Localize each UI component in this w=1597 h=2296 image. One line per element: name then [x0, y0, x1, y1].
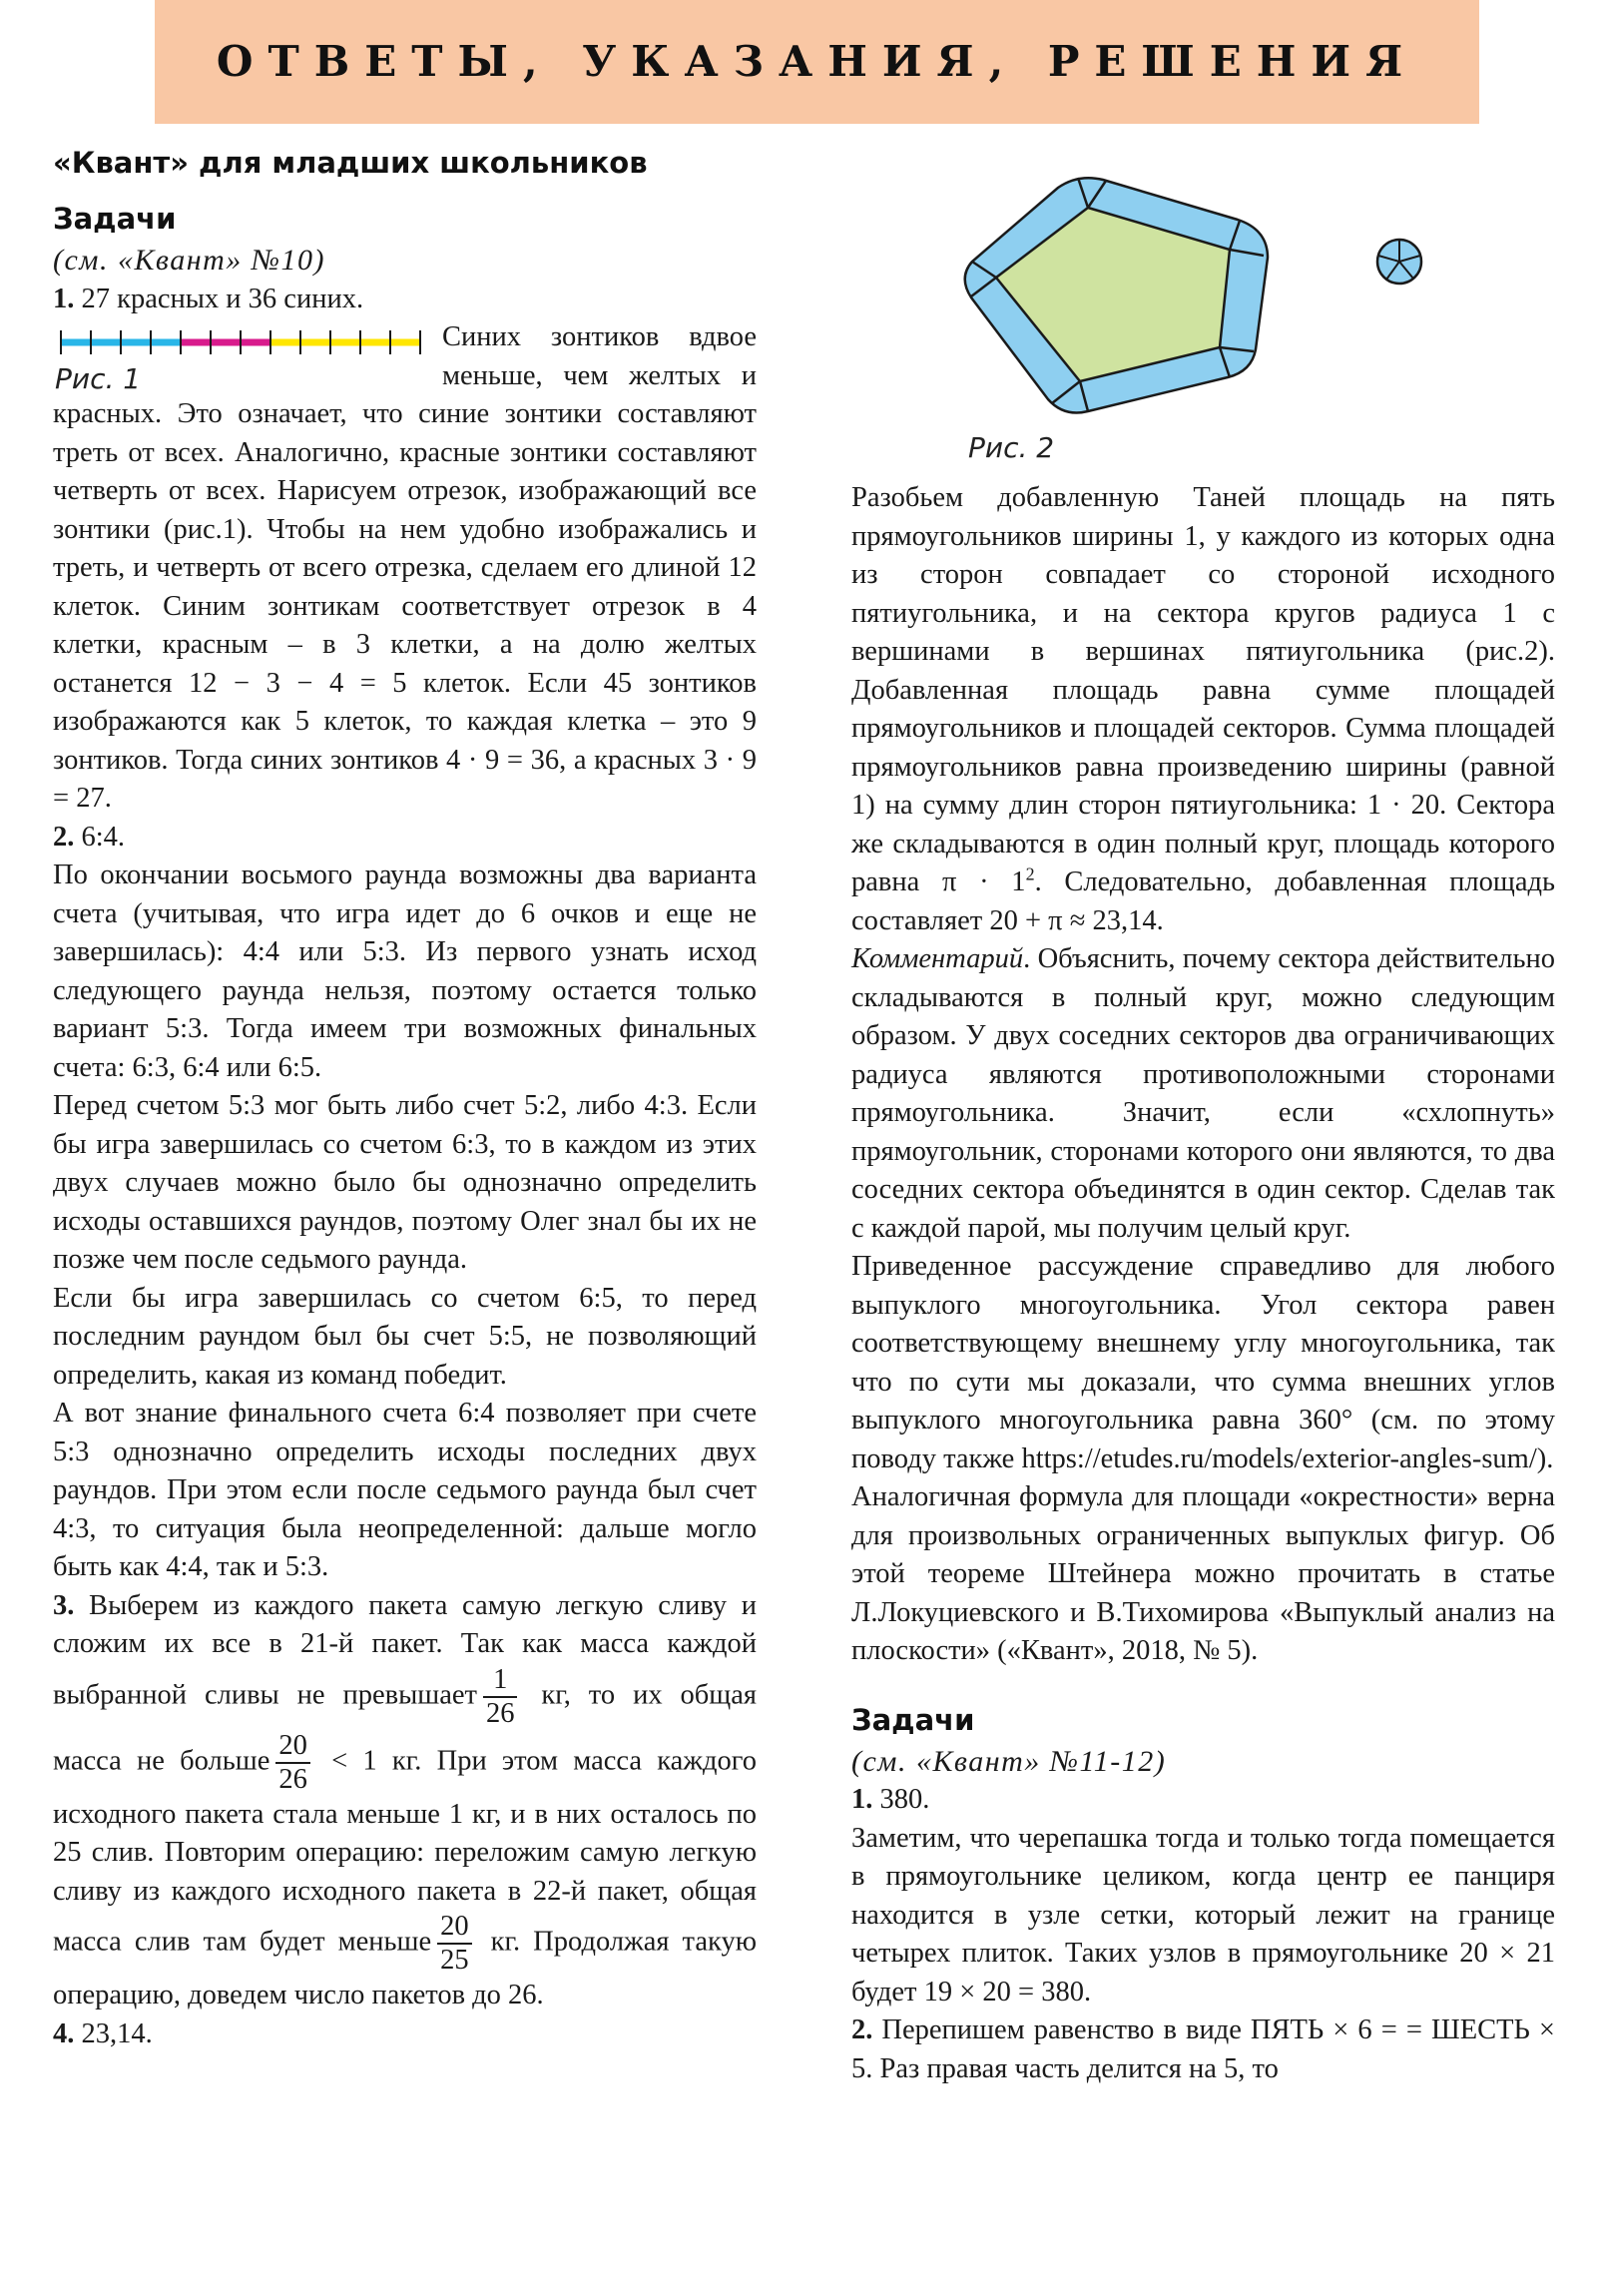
answer-1-solution	[53, 318, 757, 819]
answer-3-text-1: Выберем из каждого пакета самую легкую сливу и сложим их все в 21-й пакет. Так как масса каждой выбранной сливы не превышает	[53, 1589, 757, 1711]
answer-2-para-2: Перед счетом 5:3 мог быть либо счет 5:2, либо 4:3. Если бы игра завершилась со счетом 6:3, то в каждом из этих двух случаев можно было бы однозначно определить исходы оставшихся раундов, поэтому Олег знал бы их не позже чем после седьмого раунда.	[53, 1090, 757, 1275]
answer-number: 2.	[53, 821, 75, 853]
right-column	[851, 479, 1555, 2088]
figure-1	[53, 322, 432, 395]
answer-1-heading	[53, 281, 757, 319]
tasks-title: Задачи	[53, 202, 177, 236]
answer-3-text-4: кг. Продолжая такую операцию, доведем число пакетов до 26.	[53, 1926, 757, 2010]
segment-diagram	[53, 322, 432, 362]
fraction-1-26	[483, 1664, 518, 1730]
tasks-reference: (см. «Квант» №10)	[53, 244, 326, 277]
fraction-denominator: 25	[440, 1945, 469, 1976]
solution-4-para-3: Аналогичная формула для площади «окрестности» верна для произвольных ограниченных выпуклых фигур. Об этой теореме Штейнера можно прочитать в статье Л.Локуциевского и В.Тихомирова «Выпуклый анализ на плоскости» («Квант», 2018, № 5).	[851, 1481, 1555, 1666]
comment-para	[851, 940, 1555, 1248]
tasks-reference-2: (см. «Квант» №11-12)	[851, 1744, 1167, 1778]
figure-2	[938, 150, 1457, 479]
fraction-denominator: 26	[278, 1763, 307, 1795]
fraction-numerator: 20	[275, 1730, 310, 1764]
solution-4-para-2: Приведенное рассуждение справедливо для любого выпуклого многоугольника. Угол сектора равен соответствующему внешнему углу многоугольника, так что по сути мы доказали, что сумма внешних углов выпуклого многоугольника равна 360° (см. по этому поводу также https://etudes.ru/models/exterior-angles-sum/).	[851, 1251, 1555, 1474]
tasks-title-2: Задачи	[851, 1702, 975, 1737]
solution-4-para-1	[851, 479, 1555, 940]
answer-text: 27 красных и 36 синих.	[74, 283, 364, 314]
answer-b2-text: Перепишем равенство в виде ПЯТЬ × 6 = = ШЕСТЬ × 5. Раз правая часть делится на 5, то	[851, 2014, 1555, 2084]
answer-number: 1.	[851, 1784, 873, 1815]
answer-b2	[851, 2011, 1555, 2088]
answer-text: 380.	[872, 1784, 930, 1815]
figure-2-label: Рис. 2	[968, 431, 1055, 464]
answer-number: 3.	[53, 1589, 75, 1621]
answer-text: 6:4.	[74, 821, 126, 853]
answer-2-para-1: По окончании восьмого раунда возможны два варианта счета (учитывая, что игра идет до 6 очков и еще не завершилась): 4:4 или 5:3. Из первого узнать исход следующего раунда нельзя, поэтому остается только вариант 5:3. Тогда имеем три возможных финальных счета: 6:3, 6:4 или 6:5.	[53, 860, 757, 1083]
answer-b1-text: Заметим, что черепашка тогда и только тогда помещается в прямоугольнике целиком, когда центр ее панциря находится в узле сетки, который лежит на границе четырех плиток. Таких узлов в прямоугольнике 20 × 21 будет 19 × 20 = 380.	[851, 1822, 1555, 2008]
comment-text: . Объяснить, почему сектора действительно складываются в полный круг, можно следующим образом. У двух соседних секторов два ограничивающих радиуса являются противоположными сторонами прямоугольника. Значит, если «схлопнуть» прямоугольник, сторонами которого они являются, то два соседних сектора объединятся в один сектор. Сделав так с каждой парой, мы получим целый круг.	[851, 943, 1555, 1244]
solution-4-text-end: . Следовательно, добавленная площадь составляет 20 + π ≈ 23,14.	[851, 866, 1555, 936]
answer-4-heading	[53, 2015, 757, 2054]
fraction-numerator: 20	[437, 1911, 472, 1945]
section-title: «Квант» для младших школьников	[53, 146, 648, 180]
fraction-numerator: 1	[483, 1664, 518, 1698]
superscript: 2	[1025, 863, 1035, 884]
answer-number: 1.	[53, 283, 75, 314]
answer-text: 23,14.	[74, 2017, 153, 2049]
fraction-20-25	[437, 1911, 472, 1977]
header-banner	[155, 0, 1479, 124]
sectors-circle	[1377, 240, 1421, 284]
answer-2-para-4: А вот знание финального счета 6:4 позволяет при счете 5:3 однозначно определить исходы последних двух раундов. При этом если после седьмого раунда был счет 4:3, то ситуация была неопределенной: дальше могло быть как 4:4, так и 5:3.	[53, 1398, 757, 1582]
answer-3-text-3: < 1 кг. При этом масса каждого исходного пакета стала меньше 1 кг, и в них осталось по 25 слив. Повторим операцию: переложим самую легкую сливу из каждого исходного пакета в 22-й пакет, общая масса слив там будет меньше	[53, 1745, 757, 1958]
answer-3	[53, 1587, 757, 2015]
comment-label: Комментарий	[851, 943, 1024, 974]
answer-b1-heading	[851, 1781, 1555, 1820]
answer-1-text: Синих зонтиков вдвое меньше, чем желтых и красных. Это означает, что синие зонтики составляют треть от всех. Аналогично, красные зонтики составляют четверть от всех. Нарисуем отрезок, изображающий все зонтики (рис.1). Чтобы на нем удобно изображались и треть, и четверть от всего отрезка, сделаем его длиной 12 клеток. Синим зонтикам соответствует отрезок в 4 клетки, красным – в 3 клетки, а на долю желтых останется 12 − 3 − 4 = 5 клеток. Если 45 зонтиков изображаются как 5 клеток, то каждая клетка – это 9 зонтиков. Тогда синих зонтиков 4 · 9 = 36, а красных 3 · 9 = 27.	[53, 321, 757, 814]
pentagon-diagram	[938, 150, 1457, 429]
solution-4-text: Разобьем добавленную Таней площадь на пять прямоугольников ширины 1, у каждого из которых одна из сторон совпадает со стороной исходного пятиугольника, и на сектора кругов радиуса 1 с вершинами в вершинах пятиугольника (рис.2). Добавленная площадь равна сумме площадей прямоугольников и площадей секторов. Сумма площадей прямоугольников равна произведению ширины (равной 1) на сумму длин сторон пятиугольника: 1 · 20. Сектора же складываются в один полный круг, площадь которого равна π · 1	[851, 482, 1555, 897]
fraction-denominator: 26	[485, 1697, 515, 1729]
answer-2-heading	[53, 819, 757, 858]
answer-number: 4.	[53, 2017, 75, 2049]
answer-number: 2.	[851, 2014, 873, 2045]
answer-3-text-2: кг, то их общая масса не больше	[53, 1679, 757, 1777]
left-column	[53, 140, 757, 2053]
figure-1-label: Рис. 1	[55, 362, 142, 395]
answer-2-para-3: Если бы игра завершилась со счетом 6:5, то перед последним раундом был бы счет 5:5, не позволяющий определить, какая из команд победит.	[53, 1282, 757, 1391]
fraction-20-26	[275, 1730, 310, 1796]
header-title: ОТВЕТЫ, УКАЗАНИЯ, РЕШЕНИЯ	[216, 37, 1418, 86]
